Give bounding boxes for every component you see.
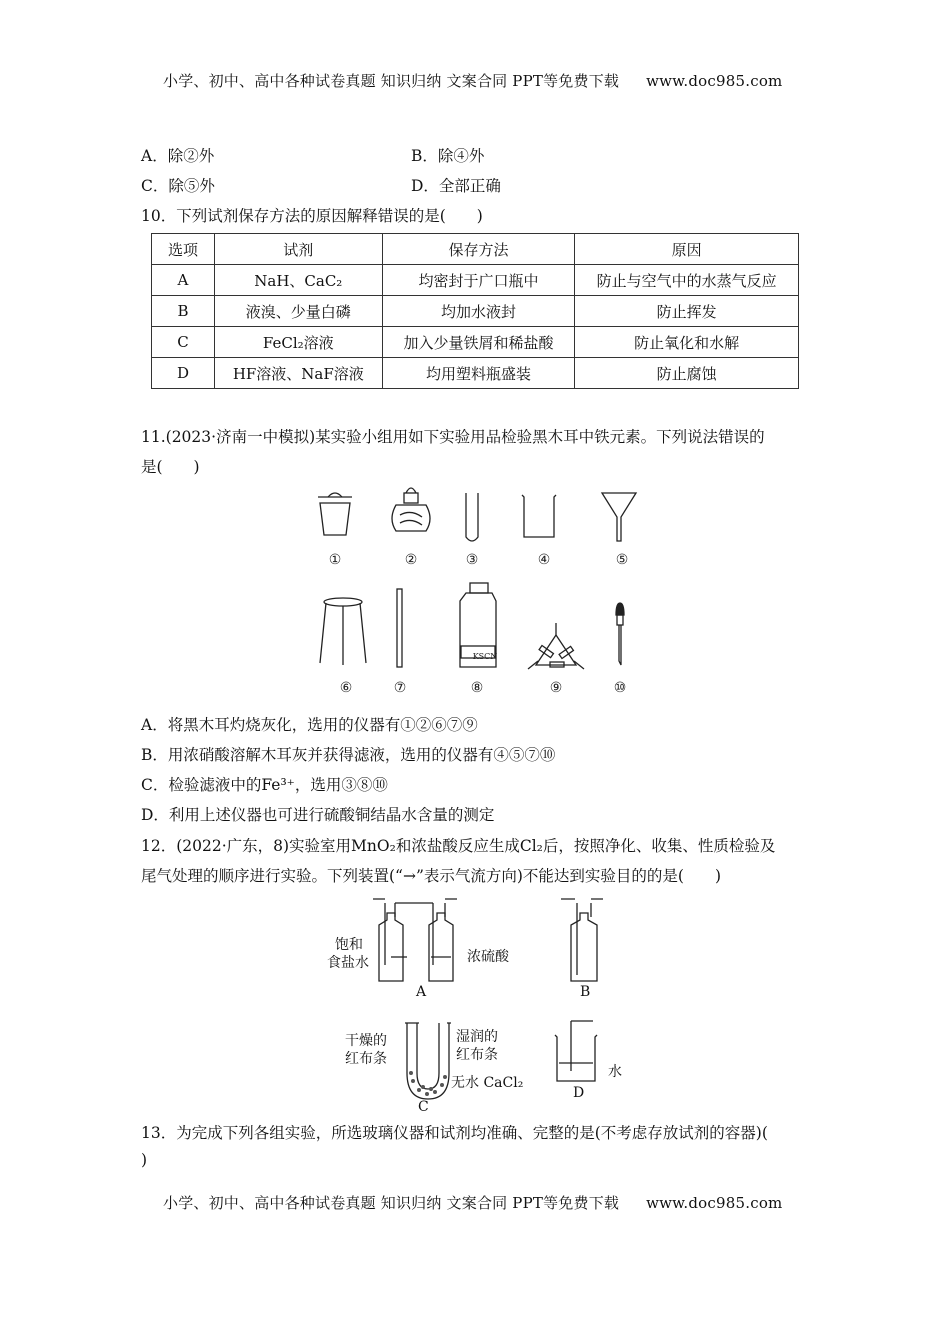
footer-url: www.doc985.com (646, 1194, 783, 1212)
fig-c-left1: 干燥的 (345, 1033, 387, 1049)
cell-method: 均密封于广口瓶中 (382, 265, 575, 296)
page-header (163, 70, 782, 91)
cell-option: B (152, 296, 215, 327)
q9-option-d: D．全部正确 (411, 177, 501, 195)
q11-apparatus-figure (300, 485, 660, 700)
label-1: ① (328, 552, 342, 568)
cell-method: 加入少量铁屑和稀盐酸 (382, 327, 575, 358)
q11-option-b: B．用浓硝酸溶解木耳灰并获得滤液，选用的仪器有④⑤⑦⑩ (141, 746, 556, 764)
q12-apparatus-figure (325, 895, 635, 1115)
q9-option-b: B．除④外 (411, 147, 485, 165)
q12-stem-line2: 尾气处理的顺序进行实验。下列装置(“→”表示气流方向)不能达到实验目的的是( ) (141, 867, 722, 885)
fig-a-right: 浓硫酸 (467, 949, 509, 965)
fig-a-left2: 食盐水 (327, 955, 369, 971)
label-5: ⑤ (615, 552, 629, 568)
alcohol-lamp-icon (392, 488, 430, 531)
q13-stem-line2: ) (141, 1151, 148, 1169)
wash-bottle-a2 (429, 903, 453, 981)
label-3: ③ (465, 552, 479, 568)
fig-c-right2: 红布条 (456, 1047, 498, 1063)
label-9: ⑨ (549, 680, 563, 696)
crucible-icon (318, 493, 352, 535)
fig-c-left2: 红布条 (345, 1051, 387, 1067)
cell-reagent: FeCl₂溶液 (214, 327, 382, 358)
col-header: 试剂 (214, 234, 382, 265)
bottle-label: KSCN (472, 652, 498, 661)
q11-stem-line1: 11.(2023·济南一中模拟)某实验小组用如下实验用品检验黑木耳中铁元素。下列说法错误的 (141, 428, 765, 446)
label-10: ⑩ (613, 680, 627, 696)
wash-bottle-a1 (379, 903, 407, 981)
fig-a-left1: 饱和 (335, 937, 363, 953)
col-header: 选项 (152, 234, 215, 265)
cell-reagent: 液溴、少量白磷 (214, 296, 382, 327)
dropper-icon (616, 603, 624, 665)
cell-method: 均用塑料瓶盛装 (382, 358, 575, 389)
table-row (152, 358, 799, 389)
label-4: ④ (537, 552, 551, 568)
fig-a-label: A (416, 984, 427, 1000)
fig-c-bottom: 无水 CaCl₂ (451, 1075, 524, 1091)
footer-text: 小学、初中、高中各种试卷真题 知识归纳 文案合同 PPT等免费下载 (163, 1194, 620, 1212)
page-footer (163, 1192, 782, 1213)
q12-stem-line1: 12．(2022·广东，8)实验室用MnO₂和浓盐酸反应生成Cl₂后，按照净化、收集、性质检验及 (141, 837, 776, 855)
label-7: ⑦ (393, 680, 407, 696)
cell-option: A (152, 265, 215, 296)
header-text: 小学、初中、高中各种试卷真题 知识归纳 文案合同 PPT等免费下载 (163, 72, 620, 90)
q9-option-c: C．除⑤外 (141, 177, 215, 195)
beaker-d (555, 1021, 597, 1081)
table-row (152, 327, 799, 358)
fig-d-label: D (573, 1085, 585, 1101)
q11-option-a: A．将黑木耳灼烧灰化，选用的仪器有①②⑥⑦⑨ (141, 716, 478, 734)
q11-option-d: D．利用上述仪器也可进行硫酸铜结晶水含量的测定 (141, 806, 495, 824)
glass-rod-icon (397, 589, 402, 667)
cell-reagent: HF溶液、NaF溶液 (214, 358, 382, 389)
fig-c-right1: 湿润的 (456, 1029, 498, 1045)
q10-stem: 10．下列试剂保存方法的原因解释错误的是( ) (141, 207, 483, 225)
table-header-row (152, 234, 799, 265)
q9-option-a: A．除②外 (141, 147, 215, 165)
label-2: ② (404, 552, 418, 568)
tripod-icon (320, 598, 366, 665)
table-row (152, 296, 799, 327)
cell-reagent: NaH、CaC₂ (214, 265, 382, 296)
cell-reason: 防止与空气中的水蒸气反应 (575, 265, 799, 296)
fig-c-label: C (418, 1099, 429, 1115)
funnel-icon (602, 493, 636, 541)
label-6: ⑥ (339, 680, 353, 696)
col-header: 原因 (575, 234, 799, 265)
fig-b-label: B (580, 984, 591, 1000)
cell-reason: 防止氧化和水解 (575, 327, 799, 358)
header-url: www.doc985.com (646, 72, 783, 90)
q11-option-c: C．检验滤液中的Fe³⁺，选用③⑧⑩ (141, 776, 388, 794)
fig-d-water: 水 (608, 1064, 622, 1080)
cell-option: D (152, 358, 215, 389)
collection-bottle-b (561, 899, 603, 981)
test-tube-icon (466, 493, 478, 541)
q10-table (151, 233, 799, 389)
col-header: 保存方法 (382, 234, 575, 265)
table-row (152, 265, 799, 296)
label-8: ⑧ (470, 680, 484, 696)
calcium-chloride-granules (409, 1071, 447, 1096)
clay-triangle-icon (528, 623, 584, 669)
u-tube-c (405, 1023, 451, 1099)
beaker-icon (522, 495, 556, 537)
cell-method: 均加水液封 (382, 296, 575, 327)
q11-stem-line2: 是( ) (141, 458, 200, 476)
cell-option: C (152, 327, 215, 358)
q13-stem-line1: 13．为完成下列各组实验，所选玻璃仪器和试剂均准确、完整的是(不考虑存放试剂的容器)( (141, 1124, 768, 1142)
cell-reason: 防止腐蚀 (575, 358, 799, 389)
cell-reason: 防止挥发 (575, 296, 799, 327)
